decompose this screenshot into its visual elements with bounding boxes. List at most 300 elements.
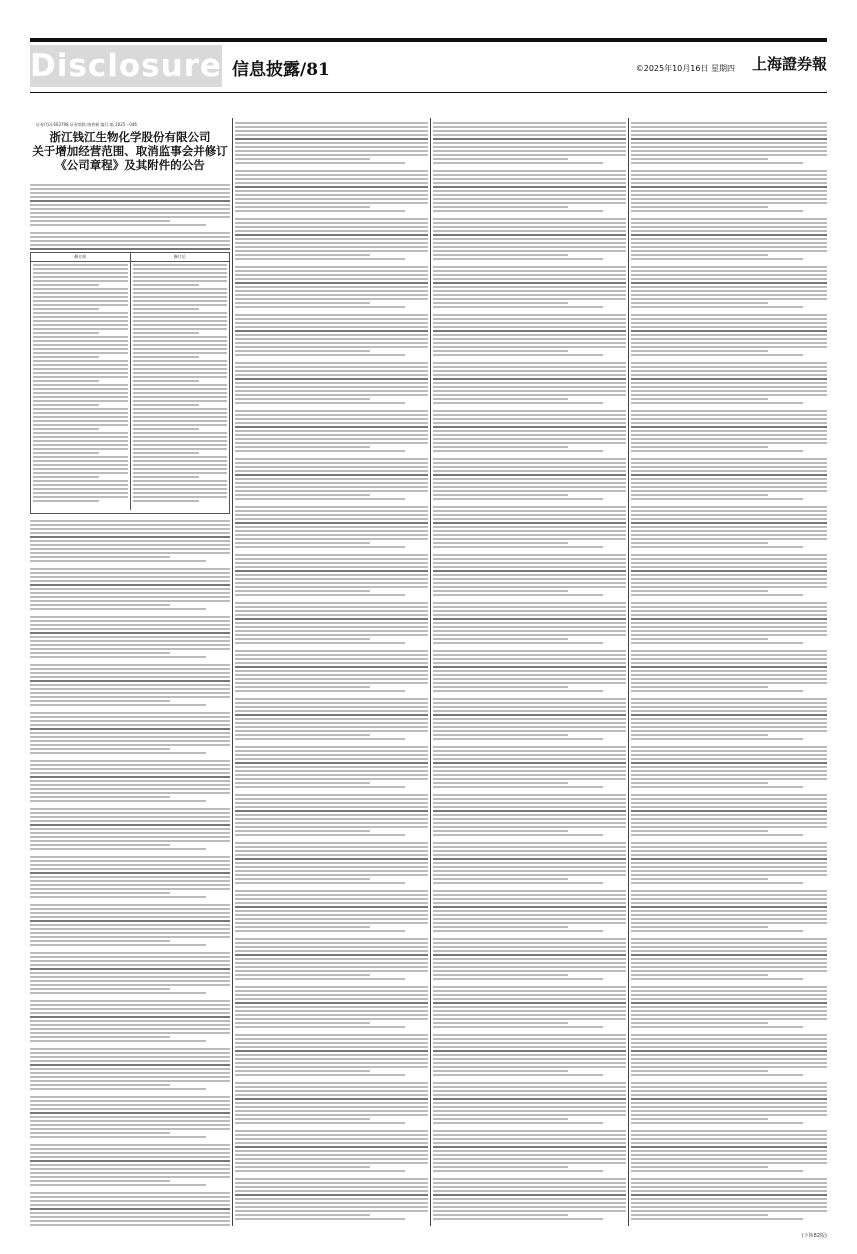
text-line	[433, 410, 626, 412]
text-line	[33, 444, 128, 446]
text-line	[235, 650, 428, 652]
text-line	[133, 296, 228, 298]
text-line	[30, 208, 230, 210]
text-line	[631, 342, 827, 344]
text-line	[235, 794, 428, 796]
text-line	[631, 638, 768, 640]
text-line	[433, 170, 626, 172]
text-line	[433, 414, 626, 416]
text-line	[433, 534, 626, 536]
text-line	[433, 1122, 603, 1124]
text-line	[235, 282, 428, 284]
text-line	[631, 270, 827, 272]
text-line	[631, 1002, 827, 1004]
text-line	[30, 828, 230, 830]
text-line	[235, 834, 405, 836]
text-line	[235, 782, 370, 784]
text-line	[433, 954, 626, 956]
text-line	[433, 538, 626, 540]
text-line	[235, 862, 428, 864]
text-line	[433, 1058, 626, 1060]
text-line	[433, 650, 626, 652]
text-line	[631, 726, 827, 728]
text-line	[235, 382, 428, 384]
text-line	[30, 536, 230, 538]
text-line	[30, 976, 230, 978]
text-line	[631, 366, 827, 368]
text-line	[631, 1038, 827, 1040]
text-line	[235, 606, 428, 608]
text-line	[433, 218, 626, 220]
text-line	[235, 218, 428, 220]
text-line	[631, 490, 827, 492]
text-line	[631, 770, 827, 772]
text-line	[235, 870, 428, 872]
text-line	[235, 194, 428, 196]
text-line	[30, 620, 230, 622]
text-line	[30, 724, 230, 726]
text-line	[631, 514, 827, 516]
text-line	[235, 514, 428, 516]
text-line	[433, 842, 626, 844]
text-line	[30, 848, 206, 850]
text-line	[631, 778, 827, 780]
text-line	[631, 922, 827, 924]
text-line	[433, 246, 626, 248]
text-line	[235, 354, 405, 356]
text-line	[30, 992, 206, 994]
text-line	[631, 862, 827, 864]
text-line	[631, 486, 827, 488]
text-line	[33, 288, 128, 290]
text-line	[133, 384, 228, 386]
text-line	[235, 498, 405, 500]
text-line	[433, 562, 626, 564]
text-line	[235, 330, 428, 332]
text-line	[235, 874, 428, 876]
text-line	[433, 1062, 626, 1064]
text-line	[133, 312, 228, 314]
text-line	[235, 546, 405, 548]
text-line	[235, 754, 428, 756]
text-line	[433, 1102, 626, 1104]
text-line	[433, 526, 626, 528]
text-line	[433, 630, 626, 632]
text-line	[235, 1138, 428, 1140]
text-line	[235, 414, 428, 416]
text-line	[30, 1000, 230, 1002]
text-line	[433, 1002, 626, 1004]
text-line	[631, 946, 827, 948]
text-line	[235, 1218, 405, 1220]
text-line	[433, 194, 626, 196]
text-line	[235, 746, 428, 748]
text-line	[235, 318, 428, 320]
text-line	[33, 468, 128, 470]
text-line	[433, 498, 603, 500]
text-line	[235, 810, 428, 812]
text-line	[235, 362, 428, 364]
text-line	[433, 222, 626, 224]
text-line	[33, 492, 128, 494]
text-line	[235, 274, 428, 276]
text-line	[235, 442, 428, 444]
text-line	[235, 974, 370, 976]
continued-note: (下转82版)	[801, 1233, 827, 1239]
text-line	[631, 326, 827, 328]
text-line	[235, 1186, 428, 1188]
text-line	[433, 1070, 568, 1072]
text-line	[433, 914, 626, 916]
text-line	[235, 878, 370, 880]
text-line	[133, 352, 228, 354]
text-line	[235, 1082, 428, 1084]
text-line	[235, 958, 428, 960]
text-line	[30, 236, 230, 238]
text-line	[133, 376, 228, 378]
text-line	[30, 644, 230, 646]
text-line	[30, 1184, 206, 1186]
text-line	[433, 722, 626, 724]
text-line	[631, 762, 827, 764]
text-line	[235, 1094, 428, 1096]
text-line	[30, 532, 230, 534]
text-line	[433, 818, 626, 820]
text-line	[30, 1160, 230, 1162]
text-line	[235, 322, 428, 324]
text-line	[631, 650, 827, 652]
text-line	[433, 634, 626, 636]
text-line	[30, 928, 230, 930]
text-line	[631, 674, 827, 676]
text-line	[33, 388, 128, 390]
text-line	[235, 1006, 428, 1008]
text-line	[433, 286, 626, 288]
text-line	[235, 470, 428, 472]
text-line	[235, 1042, 428, 1044]
text-line	[133, 420, 228, 422]
text-line	[631, 894, 827, 896]
text-line	[235, 314, 428, 316]
text-line	[30, 800, 206, 802]
text-line	[235, 338, 428, 340]
text-line	[30, 1072, 230, 1074]
text-line	[631, 798, 827, 800]
text-line	[133, 292, 228, 294]
text-line	[30, 196, 230, 198]
text-line	[33, 300, 128, 302]
text-line	[30, 1076, 230, 1078]
text-line	[30, 1012, 230, 1014]
text-line	[433, 366, 626, 368]
text-line	[631, 422, 827, 424]
text-line	[433, 190, 626, 192]
text-line	[33, 412, 128, 414]
text-line	[30, 812, 230, 814]
announcement-title-3: 《公司章程》及其附件的公告	[55, 158, 205, 172]
text-line	[30, 772, 230, 774]
column-2	[235, 118, 428, 1226]
text-line	[631, 590, 768, 592]
text-line	[133, 448, 228, 450]
text-line	[235, 586, 428, 588]
text-line	[631, 518, 827, 520]
text-line	[30, 988, 170, 990]
text-line	[235, 246, 428, 248]
text-line	[235, 430, 428, 432]
text-line	[631, 758, 827, 760]
text-line	[631, 578, 827, 580]
text-line	[30, 628, 230, 630]
text-line	[235, 630, 428, 632]
text-line	[631, 670, 827, 672]
text-line	[433, 726, 626, 728]
text-line	[30, 1016, 230, 1018]
text-line	[433, 386, 626, 388]
text-line	[433, 802, 626, 804]
text-line	[631, 506, 827, 508]
text-line	[631, 430, 827, 432]
text-line	[433, 770, 626, 772]
text-line	[235, 506, 428, 508]
text-line	[30, 1004, 230, 1006]
text-line	[235, 162, 405, 164]
text-line	[133, 288, 228, 290]
text-line	[433, 210, 603, 212]
text-line	[30, 740, 230, 742]
text-line	[235, 726, 428, 728]
text-line	[30, 528, 230, 530]
text-line	[433, 226, 626, 228]
text-line	[33, 320, 128, 322]
text-line	[631, 202, 827, 204]
text-line	[433, 1142, 626, 1144]
text-line	[235, 798, 428, 800]
text-line	[631, 814, 827, 816]
text-line	[631, 1134, 827, 1136]
text-line	[433, 1194, 626, 1196]
text-line	[631, 1194, 827, 1196]
text-line	[631, 1054, 827, 1056]
text-line	[433, 734, 568, 736]
text-line	[30, 548, 230, 550]
text-line	[235, 1114, 428, 1116]
text-line	[33, 448, 128, 450]
text-line	[631, 618, 827, 620]
text-line	[433, 142, 626, 144]
text-line	[235, 522, 428, 524]
text-line	[433, 1042, 626, 1044]
text-line	[631, 298, 827, 300]
text-line	[433, 150, 626, 152]
text-line	[30, 1144, 230, 1146]
text-line	[631, 1218, 803, 1220]
text-line	[433, 462, 626, 464]
text-line	[433, 762, 626, 764]
text-line	[133, 492, 228, 494]
text-line	[235, 302, 370, 304]
text-line	[30, 728, 230, 730]
text-line	[133, 336, 228, 338]
text-line	[631, 254, 768, 256]
text-line	[30, 568, 230, 570]
text-line	[631, 718, 827, 720]
text-line	[433, 1186, 626, 1188]
text-line	[433, 230, 626, 232]
text-line	[30, 880, 230, 882]
text-line	[433, 422, 626, 424]
text-line	[631, 950, 827, 952]
text-line	[631, 354, 803, 356]
text-line	[433, 1150, 626, 1152]
text-line	[30, 876, 230, 878]
text-line	[631, 470, 827, 472]
text-line	[433, 966, 626, 968]
text-line	[235, 906, 428, 908]
text-line	[33, 336, 128, 338]
text-line	[631, 186, 827, 188]
text-line	[631, 626, 827, 628]
text-line	[235, 398, 370, 400]
text-line	[433, 814, 626, 816]
text-line	[30, 840, 230, 842]
text-line	[33, 304, 128, 306]
text-line	[433, 350, 568, 352]
text-line	[133, 372, 228, 374]
text-line	[433, 130, 626, 132]
text-line	[631, 302, 768, 304]
text-line	[235, 446, 370, 448]
text-line	[433, 250, 626, 252]
text-line	[433, 654, 626, 656]
text-line	[433, 658, 626, 660]
text-line	[433, 546, 603, 548]
text-line	[235, 942, 428, 944]
text-line	[235, 702, 428, 704]
text-line	[30, 1080, 230, 1082]
text-line	[30, 1020, 230, 1022]
text-line	[33, 364, 128, 366]
text-line	[30, 924, 230, 926]
text-line	[33, 292, 128, 294]
text-line	[433, 594, 603, 596]
text-line	[631, 1170, 803, 1172]
text-line	[33, 428, 99, 430]
text-line	[433, 346, 626, 348]
text-line	[631, 806, 827, 808]
text-line	[235, 618, 428, 620]
text-line	[631, 822, 827, 824]
text-line	[30, 796, 170, 798]
text-line	[30, 1048, 230, 1050]
text-line	[30, 244, 230, 246]
text-line	[133, 436, 228, 438]
text-line	[433, 1130, 626, 1132]
text-line	[631, 810, 827, 812]
text-line	[235, 1026, 405, 1028]
text-line	[133, 388, 228, 390]
text-line	[133, 272, 228, 274]
text-line	[235, 1106, 428, 1108]
text-line	[235, 266, 428, 268]
text-line	[235, 978, 405, 980]
text-line	[433, 566, 626, 568]
text-line	[433, 362, 626, 364]
text-line	[631, 386, 827, 388]
text-line	[433, 1118, 568, 1120]
text-line	[631, 466, 827, 468]
text-line	[30, 664, 230, 666]
text-line	[235, 578, 428, 580]
text-line	[235, 826, 428, 828]
text-line	[235, 634, 428, 636]
text-line	[235, 238, 428, 240]
text-line	[433, 662, 626, 664]
text-line	[235, 750, 428, 752]
text-line	[433, 642, 603, 644]
text-line	[30, 572, 230, 574]
text-line	[631, 370, 827, 372]
text-line	[235, 1022, 370, 1024]
text-line	[235, 846, 428, 848]
text-line	[30, 1112, 230, 1114]
text-line	[30, 1216, 230, 1218]
text-line	[235, 298, 428, 300]
text-line	[631, 142, 827, 144]
text-line	[235, 954, 428, 956]
text-line	[33, 424, 128, 426]
text-line	[235, 1150, 428, 1152]
text-line	[33, 456, 128, 458]
announcement-title-1: 浙江钱江生物化学股份有限公司	[49, 130, 211, 144]
text-line	[631, 654, 827, 656]
text-line	[235, 478, 428, 480]
text-line	[235, 1014, 428, 1016]
text-line	[235, 254, 370, 256]
text-line	[631, 510, 827, 512]
text-line	[433, 1138, 626, 1140]
text-line	[235, 1058, 428, 1060]
text-line	[235, 1134, 428, 1136]
text-line	[235, 366, 428, 368]
text-line	[433, 862, 626, 864]
text-line	[133, 432, 228, 434]
text-line	[631, 1102, 827, 1104]
text-line	[631, 686, 768, 688]
text-line	[235, 134, 428, 136]
text-line	[235, 286, 428, 288]
text-line	[631, 930, 803, 932]
text-line	[30, 1100, 230, 1102]
amendment-table	[30, 252, 230, 514]
text-line	[30, 972, 230, 974]
text-line	[433, 918, 626, 920]
text-line	[235, 666, 428, 668]
text-line	[631, 1062, 827, 1064]
text-line	[30, 632, 230, 634]
text-line	[631, 170, 827, 172]
text-line	[133, 300, 228, 302]
text-line	[235, 614, 428, 616]
text-line	[235, 950, 428, 952]
text-line	[631, 322, 827, 324]
text-line	[33, 472, 128, 474]
text-line	[235, 178, 428, 180]
text-line	[133, 480, 228, 482]
text-line	[30, 524, 230, 526]
text-line	[631, 958, 827, 960]
text-line	[631, 986, 827, 988]
